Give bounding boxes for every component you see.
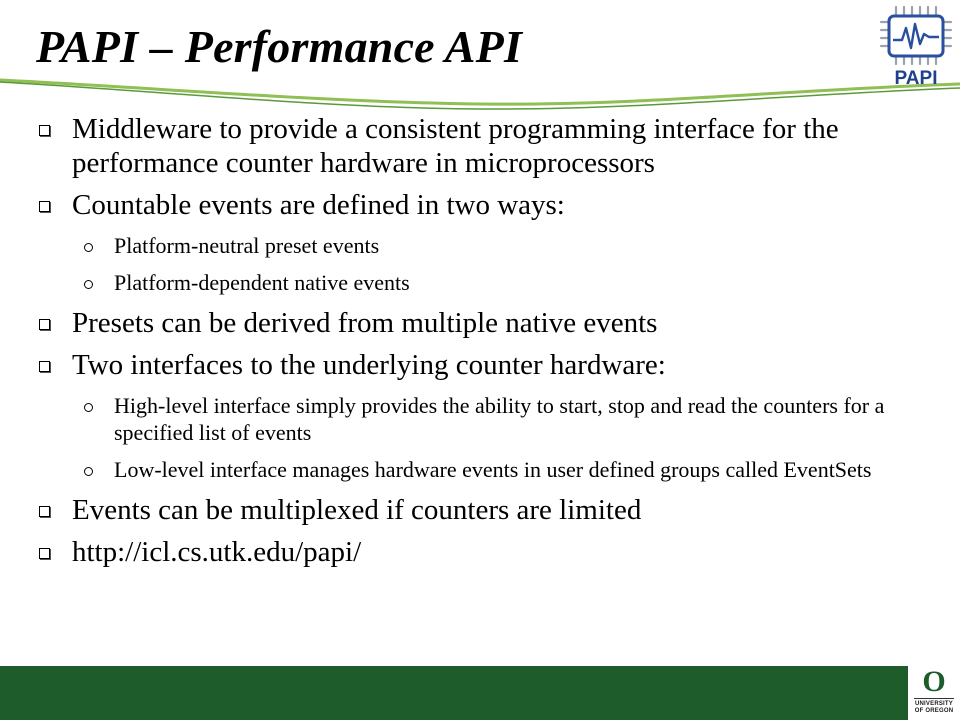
bullet-text: Events can be multiplexed if counters are limited [72,494,642,526]
uo-o-letter: O [922,665,946,698]
papi-logo-label: PAPI [894,68,938,88]
square-bullet-icon [39,125,50,136]
decorative-wave [0,78,960,112]
uo-logo-line1: UNIVERSITY [914,701,953,707]
bullet-item [36,306,946,340]
circle-bullet-icon [84,243,93,252]
bullet-text: Countable events are defined in two ways: [72,189,565,221]
slide-title: PAPI – Performance API [36,21,523,72]
bullet-text: Platform-dependent native events [114,270,410,295]
bullet-text: Presets can be derived from multiple native events [72,307,658,339]
square-bullet-icon [39,548,50,559]
sub-bullet-item [36,232,946,259]
bullet-list [36,112,946,569]
papi-url-link[interactable]: http://icl.cs.utk.edu/papi/ [72,536,362,568]
bullet-item [36,188,946,222]
bullet-text: High-level interface simply provides the ability to start, stop and read the counters for a specified list of events [114,393,885,445]
circle-bullet-icon [84,467,93,476]
bullet-text: Platform-neutral preset events [114,233,380,258]
sub-bullet-item [36,392,946,446]
square-bullet-icon [39,506,50,517]
bullet-text: Two interfaces to the underlying counter hardware: [72,349,666,381]
square-bullet-icon [39,361,50,372]
papi-chip-logo-icon [876,4,956,88]
papi-logo [876,4,956,88]
uo-logo-line2: OF OREGON [914,708,954,714]
bullet-text: Middleware to provide a consistent programming interface for the performance counter hardware in microprocessors [72,113,839,179]
sub-bullet-item [36,456,946,483]
sub-bullet-item [36,269,946,296]
circle-bullet-icon [84,403,93,412]
square-bullet-icon [39,201,50,212]
bullet-item [36,348,946,382]
bullet-item [36,112,946,180]
university-of-oregon-logo [908,666,960,720]
bullet-text: Low-level interface manages hardware events in user defined groups called EventSets [114,457,872,482]
uo-logo-divider [914,698,954,699]
url-bullet-item[interactable] [36,535,946,569]
square-bullet-icon [39,319,50,330]
footer-bar [0,666,960,720]
circle-bullet-icon [84,280,93,289]
bullet-item [36,493,946,527]
